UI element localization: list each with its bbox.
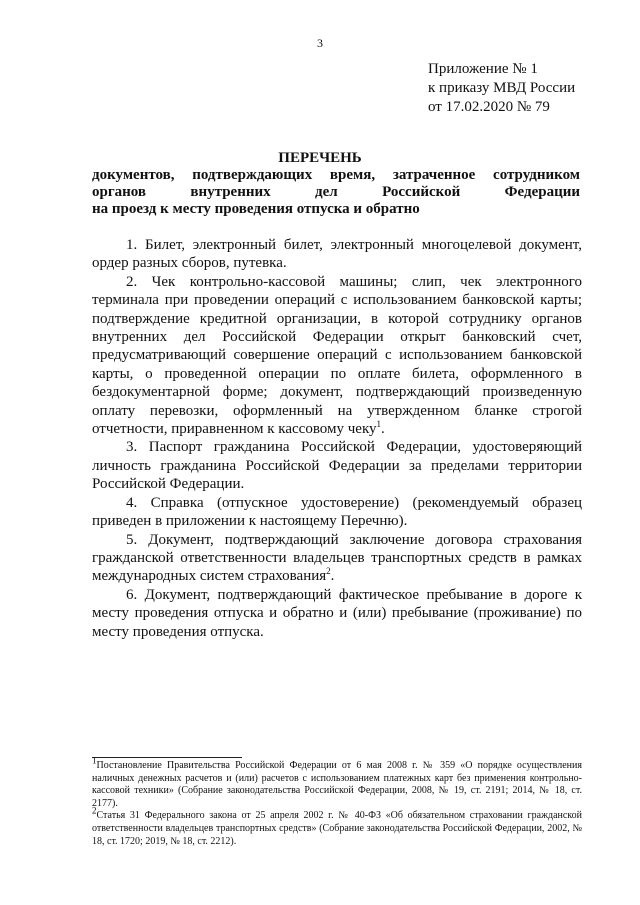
- footnote-text: Статья 31 Федерального закона от 25 апреля 2002 г. № 40-ФЗ «Об обязательном страховании гражданской ответственности владельцев транспортных средств» (Собрание законодательства Российской Федерации, 2002, № 18, ст. 1720; 2019, № 18, ст. 2212).: [92, 810, 582, 847]
- subtitle-line-1: документов, подтверждающих время, затраченное сотрудником: [92, 167, 580, 183]
- document-title: ПЕРЕЧЕНЬ: [278, 150, 362, 166]
- footnote-2: [92, 806, 582, 848]
- list-item-text: 5. Документ, подтверждающий заключение договора страхования гражданской ответственности владельцев транспортных средств в рамках международных систем страхования: [92, 531, 582, 585]
- list-item-text: 1. Билет, электронный билет, электронный многоцелевой документ, ордер разных сборов, путевка.: [92, 237, 582, 272]
- list-item-text: 3. Паспорт гражданина Российской Федерации, удостоверяющий личность гражданина Российской Федерации за пределами территории Российской Федерации.: [92, 439, 582, 493]
- appendix-line-1: Приложение № 1: [428, 61, 538, 77]
- list-item-4: [92, 494, 582, 531]
- list-item-2: 2. Чек контрольно-кассовой машины; слип, чек электронного терминала при проведении операций с использованием банковской карты; подтверждение кредитной организации, в которой сотруднику органов внутренних дел Российской Федерации открыт банковский счет, предусматривающий совершение операций с использованием банковской карты, о проведенной операции по оплате билета, оформленного в бездокументарной форме; документ, подтверждающий произведенную оплату перевозки, оформленный на утвержденном бланке строгой отчетности, приравненном к кассовому чеку$^1$.: [92, 273, 582, 438]
- footnote-ref: 2: [326, 566, 331, 577]
- list-item-text: 2. Чек контрольно-кассовой машины; слип, чек электронного терминала при проведении операций с использованием банковской карты; подтверждение кредитной организации, в которой сотруднику органов внутренних дел Российской Федерации открыт банковский счет, предусматривающий совершение операций с использованием банковской карты, о проведенной операции по оплате билета, оформленного в бездокументарной форме; документ, подтверждающий произведенную оплату перевозки, оформленный на утвержденном бланке строгой отчетности, приравненном к кассовому чеку: [92, 273, 582, 438]
- subtitle-line-2: органов внутренних дел Российской Федерации: [92, 184, 580, 200]
- footnote-mark: 1: [92, 755, 97, 766]
- list-item-5: 5. Документ, подтверждающий заключение договора страхования гражданской ответственности владельцев транспортных средств в рамках международных систем страхования$^2$.: [92, 531, 582, 585]
- footnote-mark: 2: [92, 806, 97, 817]
- list-item-3: [92, 438, 582, 493]
- appendix-line-2: к приказу МВД России: [428, 80, 576, 96]
- list-item-1: [92, 236, 582, 273]
- document-subtitle: [92, 167, 580, 218]
- list-item-6: [92, 586, 582, 641]
- footnote-ref: 1: [376, 419, 382, 430]
- subtitle-line-3: на проезд к месту проведения отпуска и обратно: [92, 201, 420, 217]
- footnote-divider: [92, 757, 242, 758]
- footnotes: [92, 755, 582, 848]
- document-body: [92, 236, 582, 641]
- list-item-text: 4. Справка (отпускное удостоверение) (рекомендуемый образец приведен в приложении к настоящему Перечню).: [92, 494, 582, 530]
- appendix-line-3: от 17.02.2020 № 79: [428, 99, 550, 115]
- footnote-text: Постановление Правительства Российской Федерации от 6 мая 2008 г. № 359 «О порядке осуществления наличных денежных расчетов и (или) расчетов с использованием платежных карт без применения контрольно-кассовой техники» (Собрание законодательства Российской Федерации, 2008, № 19, ст. 2191; 2014, № 18, ст. 2177).: [92, 760, 582, 809]
- list-item-text: 6. Документ, подтверждающий фактическое пребывание в дороге к месту проведения отпуска и обратно и (или) пребывание (проживание) по месту проведения отпуска.: [92, 586, 582, 640]
- appendix-header: [428, 60, 575, 117]
- footnote-1: [92, 755, 582, 810]
- page-number: 3: [317, 36, 323, 50]
